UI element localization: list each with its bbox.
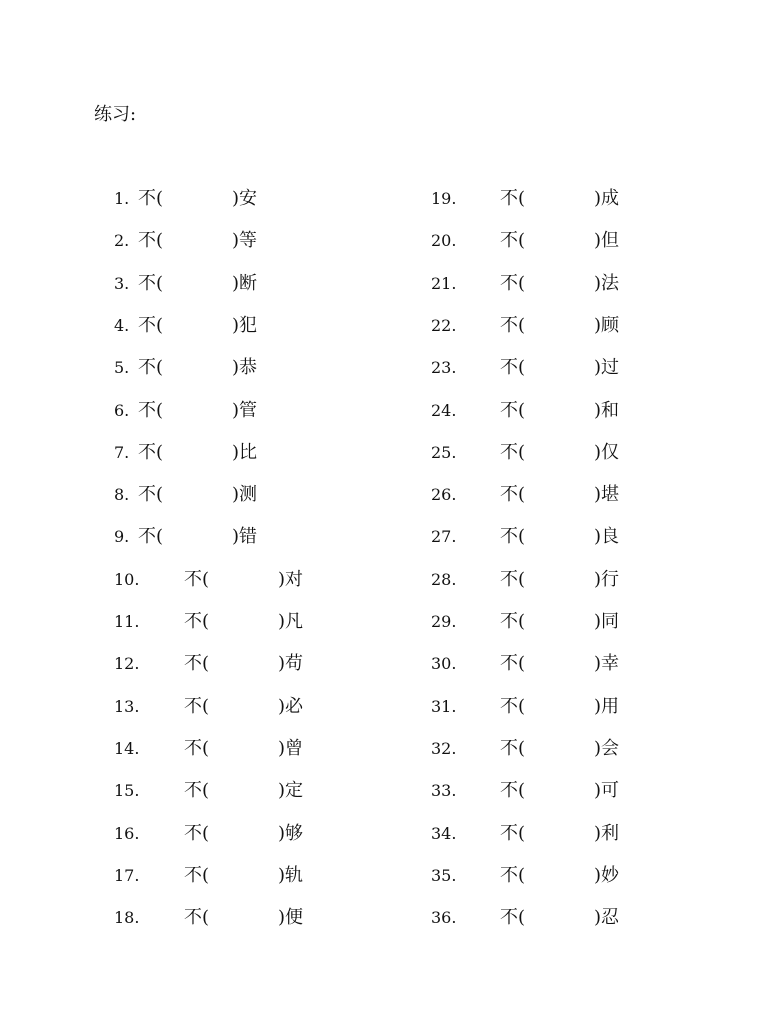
item-prefix: 不(	[184, 907, 210, 928]
item-prefix: 不(	[184, 780, 210, 801]
item-number: 17.	[114, 866, 140, 885]
page-title: 练习:	[94, 104, 137, 125]
item-number: 34.	[431, 824, 457, 843]
item-suffix: )利	[594, 823, 620, 844]
item-number: 11.	[114, 612, 140, 631]
item-prefix: 不(	[500, 230, 526, 251]
item-prefix: 不(	[500, 653, 526, 674]
item-prefix: 不(	[500, 738, 526, 759]
item-prefix: 不(	[500, 442, 526, 463]
item-number: 18.	[114, 908, 140, 927]
item-prefix: 不(	[184, 823, 210, 844]
item-suffix: )苟	[278, 653, 304, 674]
item-suffix: )必	[278, 696, 304, 717]
item-number: 33.	[431, 781, 457, 800]
item-suffix: )安	[232, 188, 258, 209]
item-suffix: )曾	[278, 738, 304, 759]
item-suffix: )顾	[594, 315, 620, 336]
item-prefix: 不(	[184, 611, 210, 632]
item-number: 25.	[431, 443, 457, 462]
item-prefix: 不(	[138, 526, 164, 547]
item-suffix: )便	[278, 907, 304, 928]
item-suffix: )成	[594, 188, 620, 209]
item-number: 35.	[431, 866, 457, 885]
item-prefix: 不(	[138, 357, 164, 378]
item-number: 7.	[114, 443, 130, 462]
item-number: 20.	[431, 231, 457, 250]
item-suffix: )良	[594, 526, 620, 547]
item-prefix: 不(	[138, 442, 164, 463]
item-prefix: 不(	[138, 315, 164, 336]
item-number: 30.	[431, 654, 457, 673]
item-prefix: 不(	[184, 738, 210, 759]
item-number: 15.	[114, 781, 140, 800]
item-prefix: 不(	[500, 315, 526, 336]
item-prefix: 不(	[138, 188, 164, 209]
item-suffix: )对	[278, 569, 304, 590]
item-prefix: 不(	[500, 484, 526, 505]
item-prefix: 不(	[184, 865, 210, 886]
item-number: 14.	[114, 739, 140, 758]
item-suffix: )犯	[232, 315, 258, 336]
item-suffix: )妙	[594, 865, 620, 886]
item-number: 19.	[431, 189, 457, 208]
item-prefix: 不(	[500, 400, 526, 421]
item-prefix: 不(	[184, 569, 210, 590]
item-number: 21.	[431, 274, 457, 293]
item-number: 22.	[431, 316, 457, 335]
item-number: 5.	[114, 358, 130, 377]
item-suffix: )定	[278, 780, 304, 801]
item-prefix: 不(	[500, 780, 526, 801]
item-prefix: 不(	[500, 273, 526, 294]
item-prefix: 不(	[138, 273, 164, 294]
item-number: 8.	[114, 485, 130, 504]
item-suffix: )够	[278, 823, 304, 844]
item-suffix: )会	[594, 738, 620, 759]
item-number: 32.	[431, 739, 457, 758]
item-number: 26.	[431, 485, 457, 504]
item-number: 27.	[431, 527, 457, 546]
item-suffix: )等	[232, 230, 258, 251]
item-suffix: )但	[594, 230, 620, 251]
item-suffix: )过	[594, 357, 620, 378]
item-prefix: 不(	[500, 569, 526, 590]
item-number: 9.	[114, 527, 130, 546]
item-number: 3.	[114, 274, 130, 293]
item-number: 36.	[431, 908, 457, 927]
item-prefix: 不(	[500, 823, 526, 844]
item-suffix: )用	[594, 696, 620, 717]
item-suffix: )可	[594, 780, 620, 801]
item-suffix: )恭	[232, 357, 258, 378]
item-prefix: 不(	[500, 696, 526, 717]
item-suffix: )轨	[278, 865, 304, 886]
item-prefix: 不(	[184, 696, 210, 717]
item-suffix: )同	[594, 611, 620, 632]
item-number: 29.	[431, 612, 457, 631]
item-suffix: )幸	[594, 653, 620, 674]
item-suffix: )忍	[594, 907, 620, 928]
item-number: 2.	[114, 231, 130, 250]
item-prefix: 不(	[138, 484, 164, 505]
item-suffix: )测	[232, 484, 258, 505]
item-number: 16.	[114, 824, 140, 843]
item-prefix: 不(	[184, 653, 210, 674]
item-number: 23.	[431, 358, 457, 377]
item-suffix: )法	[594, 273, 620, 294]
item-number: 6.	[114, 401, 130, 420]
item-suffix: )行	[594, 569, 620, 590]
item-number: 1.	[114, 189, 130, 208]
item-number: 24.	[431, 401, 457, 420]
item-suffix: )断	[232, 273, 258, 294]
item-suffix: )管	[232, 400, 258, 421]
item-prefix: 不(	[500, 357, 526, 378]
item-suffix: )仅	[594, 442, 620, 463]
item-suffix: )和	[594, 400, 620, 421]
item-number: 31.	[431, 697, 457, 716]
item-suffix: )凡	[278, 611, 304, 632]
item-number: 4.	[114, 316, 130, 335]
item-prefix: 不(	[500, 611, 526, 632]
item-prefix: 不(	[500, 526, 526, 547]
item-number: 13.	[114, 697, 140, 716]
item-suffix: )堪	[594, 484, 620, 505]
item-prefix: 不(	[500, 188, 526, 209]
item-prefix: 不(	[500, 865, 526, 886]
item-suffix: )错	[232, 526, 258, 547]
item-number: 10.	[114, 570, 140, 589]
item-prefix: 不(	[138, 230, 164, 251]
item-suffix: )比	[232, 442, 258, 463]
item-prefix: 不(	[138, 400, 164, 421]
item-number: 28.	[431, 570, 457, 589]
item-number: 12.	[114, 654, 140, 673]
item-prefix: 不(	[500, 907, 526, 928]
